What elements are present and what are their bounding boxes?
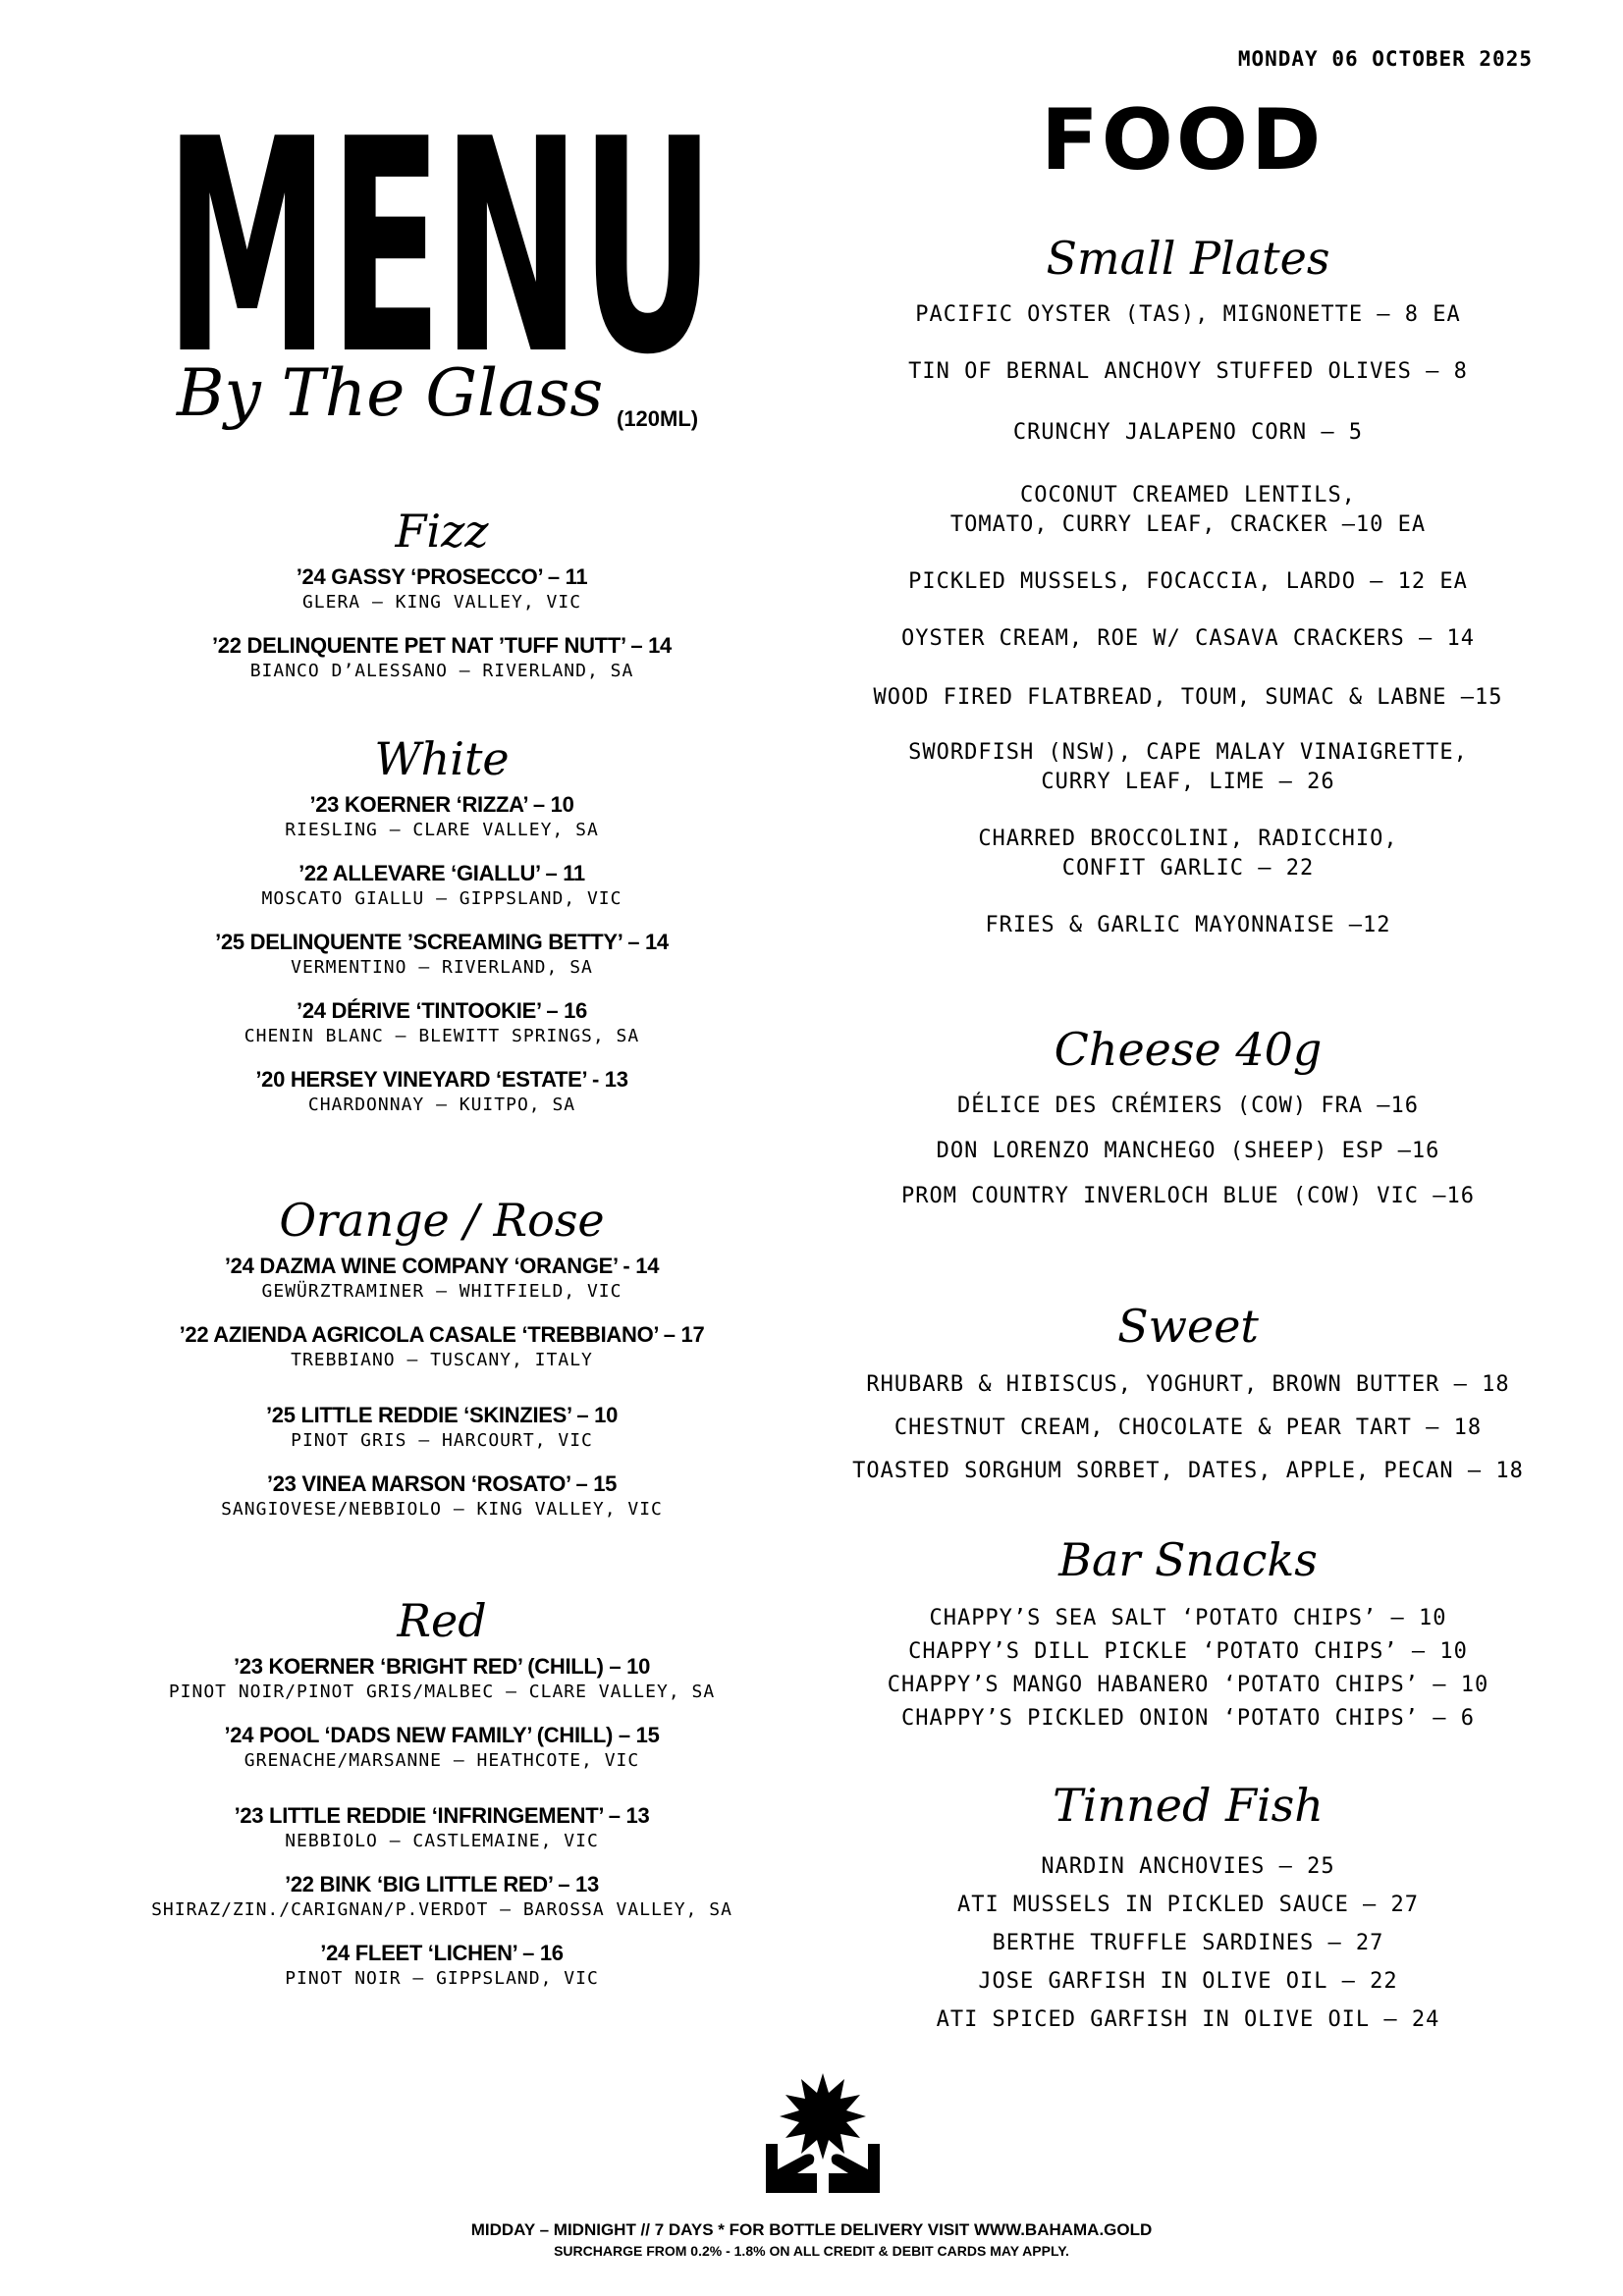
food-item: CHESTNUT CREAM, CHOCOLATE & PEAR TART – 18: [893, 1415, 1483, 1440]
footer-hours-delivery: MIDDAY – MIDNIGHT // 7 DAYS * FOR BOTTLE DELIVERY VISIT WWW.BAHAMA.GOLD: [470, 2220, 1153, 2239]
wine-description: PINOT NOIR/PINOT GRIS/MALBEC – CLARE VALLEY, SA: [168, 1682, 716, 1702]
wine-description: BIANCO D’ALESSANO – RIVERLAND, SA: [249, 661, 634, 681]
wine-item: [88, 1871, 795, 1922]
wine-name: ’20 HERSEY VINEYARD ‘ESTATE’ - 13: [255, 1067, 628, 1092]
food-item: OYSTER CREAM, ROE W/ CASAVA CRACKERS – 14: [900, 626, 1476, 651]
food-item: CHAPPY’S MANGO HABANERO ‘POTATO CHIPS’ – 10: [887, 1673, 1489, 1697]
section-heading: Sweet: [1117, 1300, 1259, 1353]
food-item: CHARRED BROCCOLINI, RADICCHIO,: [978, 827, 1398, 851]
wine-description: CHENIN BLANC – BLEWITT SPRINGS, SA: [243, 1026, 640, 1046]
food-item: BERTHE TRUFFLE SARDINES – 27: [992, 1931, 1384, 1955]
food-item: CHAPPY’S PICKLED ONION ‘POTATO CHIPS’ – 6: [900, 1706, 1476, 1731]
wine-item: [88, 929, 795, 980]
food-item: DÉLICE DES CRÉMIERS (COW) FRA –16: [956, 1094, 1420, 1118]
wine-item: [88, 1802, 795, 1853]
wine-section-white: [88, 732, 795, 1117]
food-item: CRUNCHY JALAPENO CORN – 5: [1012, 420, 1364, 445]
section-heading: Fizz: [395, 505, 489, 558]
wine-name: ’24 FLEET ‘LICHEN’ – 16: [320, 1941, 564, 1965]
food-item: TIN OF BERNAL ANCHOVY STUFFED OLIVES – 8: [908, 359, 1468, 384]
wine-item: [88, 1722, 795, 1773]
menu-date: MONDAY 06 OCTOBER 2025: [1237, 47, 1533, 71]
section-heading: Bar Snacks: [1058, 1533, 1318, 1586]
wine-item: [88, 1653, 795, 1704]
footer-surcharge: SURCHARGE FROM 0.2% - 1.8% ON ALL CREDIT & DEBIT CARDS MAY APPLY.: [554, 2243, 1069, 2259]
food-item: SWORDFISH (NSW), CAPE MALAY VINAIGRETTE,: [908, 740, 1468, 765]
wine-item: [88, 1253, 795, 1304]
wine-name: ’24 GASSY ‘PROSECCO’ – 11: [296, 564, 588, 589]
food-item: CHAPPY’S DILL PICKLE ‘POTATO CHIPS’ – 10: [908, 1639, 1468, 1664]
wine-name: ’22 AZIENDA AGRICOLA CASALE ‘TREBBIANO’ – 17: [179, 1322, 705, 1347]
wine-item: [88, 1066, 795, 1117]
food-item: CURRY LEAF, LIME – 26: [1041, 770, 1335, 794]
wine-description: SHIRAZ/ZIN./CARIGNAN/P.VERDOT – BAROSSA VALLEY, SA: [151, 1899, 732, 1920]
menu-title-text: MENU: [165, 96, 715, 361]
menu-title: [165, 96, 715, 361]
wine-item: [88, 791, 795, 842]
wine-item: [88, 1402, 795, 1453]
wine-name: ’22 BINK ‘BIG LITTLE RED’ – 13: [285, 1872, 599, 1896]
wine-item: [88, 860, 795, 911]
wine-description: GEWÜRZTRAMINER – WHITFIELD, VIC: [261, 1281, 622, 1302]
wine-name: ’25 LITTLE REDDIE ‘SKINZIES’ – 10: [265, 1403, 619, 1427]
wine-name: ’23 VINEA MARSON ‘ROSATO’ – 15: [266, 1471, 618, 1496]
food-item: CHAPPY’S SEA SALT ‘POTATO CHIPS’ – 10: [929, 1606, 1447, 1630]
food-item: ATI SPICED GARFISH IN OLIVE OIL – 24: [936, 2007, 1440, 2032]
glass-size-label: (120ML): [617, 406, 699, 431]
section-heading: Cheese 40g: [1054, 1023, 1323, 1076]
wine-name: ’22 ALLEVARE ‘GIALLU’ – 11: [298, 861, 585, 885]
sun-hands-logo-icon: [764, 2071, 882, 2195]
food-section-cheese: [815, 1023, 1561, 1211]
section-heading: White: [374, 732, 510, 785]
wine-item: [88, 563, 795, 614]
food-title: FOOD: [1041, 91, 1325, 189]
wine-description: MOSCATO GIALLU – GIPPSLAND, VIC: [261, 888, 622, 909]
food-item: FRIES & GARLIC MAYONNAISE –12: [985, 913, 1391, 937]
food-section-bar-snacks: [815, 1533, 1561, 1735]
food-section-small-plates: [815, 232, 1561, 940]
wine-item: [88, 1321, 795, 1372]
wine-description: NEBBIOLO – CASTLEMAINE, VIC: [285, 1831, 599, 1851]
food-item: ATI MUSSELS IN PICKLED SAUCE – 27: [956, 1893, 1420, 1917]
by-the-glass-title: By The Glass: [177, 355, 604, 431]
section-heading: Small Plates: [1046, 232, 1330, 285]
wine-section-orange-rose: [88, 1194, 795, 1522]
wine-name: ’24 DÉRIVE ‘TINTOOKIE’ – 16: [297, 998, 587, 1023]
food-item: PICKLED MUSSELS, FOCACCIA, LARDO – 12 EA: [908, 569, 1468, 594]
food-item: NARDIN ANCHOVIES – 25: [1041, 1854, 1335, 1879]
wine-name: ’24 DAZMA WINE COMPANY ‘ORANGE’ - 14: [224, 1254, 660, 1278]
wine-section-fizz: [88, 505, 795, 683]
food-item: DON LORENZO MANCHEGO (SHEEP) ESP –16: [936, 1139, 1440, 1163]
food-item: TOMATO, CURRY LEAF, CRACKER –10 EA: [949, 512, 1427, 537]
wine-item: [88, 1940, 795, 1991]
section-heading: Tinned Fish: [1053, 1779, 1324, 1832]
wine-name: ’23 KOERNER ‘BRIGHT RED’ (CHILL) – 10: [233, 1654, 651, 1679]
food-item: JOSE GARFISH IN OLIVE OIL – 22: [978, 1969, 1398, 1994]
wine-item: [88, 632, 795, 683]
food-item: CONFIT GARLIC – 22: [1061, 856, 1315, 881]
food-item: PACIFIC OYSTER (TAS), MIGNONETTE – 8 EA: [915, 302, 1461, 327]
food-item: COCONUT CREAMED LENTILS,: [1020, 483, 1356, 507]
wine-description: RIESLING – CLARE VALLEY, SA: [285, 820, 599, 840]
food-section-sweet: [815, 1300, 1561, 1486]
food-item: RHUBARB & HIBISCUS, YOGHURT, BROWN BUTTER – 18: [866, 1372, 1510, 1397]
wine-name: ’24 POOL ‘DADS NEW FAMILY’ (CHILL) – 15: [224, 1723, 660, 1747]
wine-description: GRENACHE/MARSANNE – HEATHCOTE, VIC: [243, 1750, 640, 1771]
wine-description: GLERA – KING VALLEY, VIC: [301, 592, 582, 613]
wine-description: SANGIOVESE/NEBBIOLO – KING VALLEY, VIC: [221, 1499, 663, 1520]
wine-name: ’23 LITTLE REDDIE ‘INFRINGEMENT’ – 13: [234, 1803, 650, 1828]
food-section-tinned-fish: [815, 1779, 1561, 2039]
section-heading: Orange / Rose: [279, 1194, 605, 1247]
wine-name: ’25 DELINQUENTE ’SCREAMING BETTY’ – 14: [215, 930, 669, 954]
wine-name: ’22 DELINQUENTE PET NAT ’TUFF NUTT’ – 14: [212, 633, 672, 658]
food-item: WOOD FIRED FLATBREAD, TOUM, SUMAC & LABNE –15: [873, 685, 1503, 710]
wine-name: ’23 KOERNER ‘RIZZA’ – 10: [309, 792, 574, 817]
food-item: TOASTED SORGHUM SORBET, DATES, APPLE, PECAN – 18: [852, 1459, 1524, 1483]
wine-description: CHARDONNAY – KUITPO, SA: [307, 1095, 576, 1115]
wine-item: [88, 997, 795, 1048]
wine-description: PINOT NOIR – GIPPSLAND, VIC: [285, 1968, 599, 1989]
food-item: PROM COUNTRY INVERLOCH BLUE (COW) VIC –16: [900, 1184, 1476, 1208]
wine-description: TREBBIANO – TUSCANY, ITALY: [291, 1350, 593, 1370]
wine-description: PINOT GRIS – HARCOURT, VIC: [291, 1430, 593, 1451]
wine-description: VERMENTINO – RIVERLAND, SA: [291, 957, 593, 978]
wine-item: [88, 1470, 795, 1522]
wine-section-red: [88, 1594, 795, 1991]
section-heading: Red: [397, 1594, 487, 1647]
